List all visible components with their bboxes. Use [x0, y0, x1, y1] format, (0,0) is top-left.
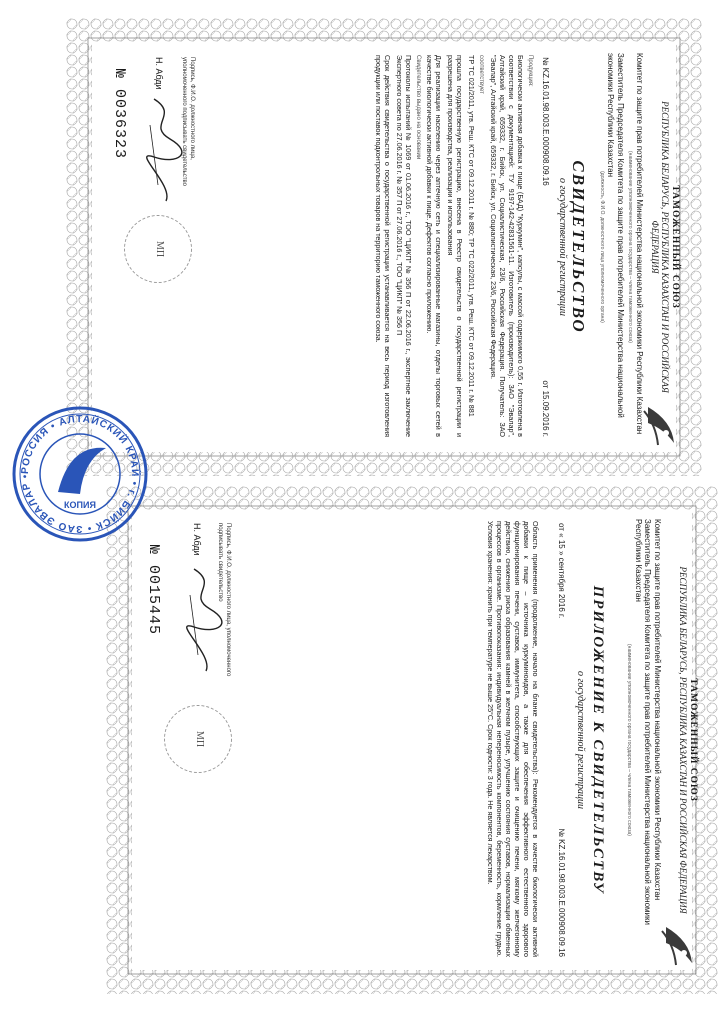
- seal-center-text: КОПИЯ: [64, 500, 96, 510]
- issuing-authority: [597, 53, 645, 441]
- deputy-title: Заместитель Председателя Комитета по защите прав потребителей Министерства национальной экономики Республики Казахстан: [606, 53, 625, 418]
- validity-note: Срок действия свидетельства о государственной регистрации устанавливается на весь период изготовления продукции или поставок подконтрольных товаров на территорию таможенного союза.: [374, 55, 392, 437]
- document-title: СВИДЕТЕЛЬСТВО: [569, 160, 588, 334]
- appendix-title: ПРИЛОЖЕНИЕ К СВИДЕТЕЛЬСТВУ: [590, 585, 606, 895]
- committee-name: Комитет по защите прав потребителей Министерства национальной экономики Республики Казахстан: [653, 519, 662, 901]
- registration-number-line: [541, 57, 550, 437]
- company-seal-stamp: [10, 404, 150, 544]
- issuing-authority: [624, 519, 662, 961]
- product-heading: Продукция:: [527, 55, 533, 87]
- registration-number: № KZ.16.01.98.003.Е.000908.09.16: [541, 57, 550, 186]
- product-description: Биологически активная добавка к пище (БАД) "Куркумин", капсулы, с массой содержимого 0,55 г. Изготовлена в соответствии с документацией: ТУ 9197-142-42831561-11. Изготовитель (производитель): ЗАО "Эвалар", Алтайский край, 659332, г. Бийск, ул. Социалистическая, 23/6, Российская Федерация. Получатель: ЗАО "Эвалар", Алтайский край, 659332, г. Бийск, ул. Социалистическая, 23/6, Российская Федерация.: [489, 55, 525, 437]
- appendix-number-line: [557, 523, 566, 957]
- technical-regulations: ТР ТС 021/2011, утв. Реш. КТС от 09.12.2011 г. № 880; ТР ТС 022/2011, утв. Реш. КТС от 09.12.2011 г. № 881: [467, 55, 476, 417]
- seal-emblem-icon: [58, 448, 106, 494]
- union-states: РЕСПУБЛИКА БЕЛАРУСЬ, РЕСПУБЛИКА КАЗАХСТАН И РОССИЙСКАЯ ФЕДЕРАЦИЯ: [678, 566, 688, 914]
- usage-area: Для реализации населению через аптечную сеть и специализированные магазины, отделы торговых сетей в качестве биологически активной добавки к пище. Дефектов согласно приложению.: [425, 55, 443, 437]
- appendix-subtitle: о государственной регистрации: [575, 670, 586, 810]
- signer-caption: Подпись, Ф.И.О. должностного лица, уполномоченного подписывать свидетельство: [217, 523, 231, 677]
- document-subtitle: о государственной регистрации: [557, 177, 568, 317]
- signer-caption: Подпись, Ф.И.О. должностного лица, уполномоченного подписывать свидетельство: [181, 57, 195, 186]
- deputy-title: Заместитель Председателя Комитета по защите прав потребителей Министерства национальной экономики Республики Казахстан: [634, 519, 653, 925]
- basis-label: Свидетельство выдано на основании: [415, 55, 421, 160]
- certificate-content: [84, 39, 684, 455]
- appendix-content: [122, 505, 702, 975]
- committee-name: Комитет по защите прав потребителей Министерства национальной экономики Республики Казахстан: [635, 53, 644, 435]
- official-caption: (должность, Ф.И.О. должностного лица уполномоченного органа): [599, 171, 605, 323]
- handwritten-signature: [184, 565, 224, 675]
- signer-name: Н. Абди: [192, 523, 202, 556]
- serial-number: № 0036323: [111, 69, 128, 160]
- union-header: [678, 545, 698, 935]
- conformity-label: соответствует: [478, 55, 484, 94]
- authority-caption: (наименование уполномоченного органа государства – члена таможенного союза): [626, 644, 633, 836]
- appendix-sheet: [106, 486, 718, 994]
- appendix-date: от « 15 » сентября 2016 г.: [557, 523, 566, 619]
- signer-name: Н. Абди: [154, 57, 164, 90]
- mp-label: МП: [154, 240, 165, 258]
- customs-union-logo-icon: [640, 403, 678, 447]
- union-title: ТАМОЖЕННЫЙ СОЮЗ: [688, 678, 698, 802]
- test-protocols: Протоколы испытаний № 1069 от 01.06.2016 г., ТОО "ЦИКП" № 356 П от 22.06.2016 г., экспертное заключение Экспертного совета по 27.06.2016 г. № 357 П от 27.06.2016 г., ТОО "ЦИКП" № 356 П: [395, 55, 413, 437]
- appendix-body: Область применения (продолжение, начало на бланке свидетельства): Рекомендуется в качестве биологически активной добавки к пище – источника куркуминоидов, а также для обеспечения эффективного естественного здорового функционирования печени, суставов, иммунитета, способствующих защите и очищению печени, мягкому желчегонному действию, снижению риска образования камней в желчном пузыре, улучшению состояния суставов, нормализации обменных процессов в организме. Противопоказания: индивидуальная непереносимость компонентов, беременность, кормление грудью. Условия хранения: хранить при температуре не выше 25°С. Срок годности: 3 года. Не является лекарством.: [486, 521, 540, 957]
- seal-ring-text: РОССИЯ • АЛТАЙСКИЙ КРАЙ • г. БИЙСК • ЗАО ЭВАЛАР •: [19, 413, 141, 535]
- union-header: [650, 79, 680, 415]
- appendix-number: № KZ.16.01.98.003.Е.000908.09.16: [557, 828, 566, 957]
- registration-date: от 15.09.2016 г.: [541, 380, 550, 437]
- handwritten-signature: [144, 95, 184, 205]
- union-title: ТАМОЖЕННЫЙ СОЮЗ: [670, 185, 680, 309]
- serial-number: № 0015445: [145, 545, 162, 636]
- mp-label: МП: [194, 730, 205, 748]
- certificate-body: [374, 55, 534, 437]
- registration-permission: прошла государственную регистрацию, внесена в Реестр свидетельств о государственной регистрации и разрешена для производства, реализации и использования: [446, 55, 464, 437]
- mp-stamp-area: [164, 705, 232, 773]
- certificate-sheet: [66, 18, 702, 476]
- authority-caption: (наименование уполномоченного органа государства – члена таможенного союза): [627, 151, 634, 343]
- mp-stamp-area: [124, 215, 192, 283]
- customs-union-logo-icon: [658, 923, 696, 967]
- union-states: РЕСПУБЛИКА БЕЛАРУСЬ, РЕСПУБЛИКА КАЗАХСТАН И РОССИЙСКАЯ ФЕДЕРАЦИЯ: [650, 101, 670, 393]
